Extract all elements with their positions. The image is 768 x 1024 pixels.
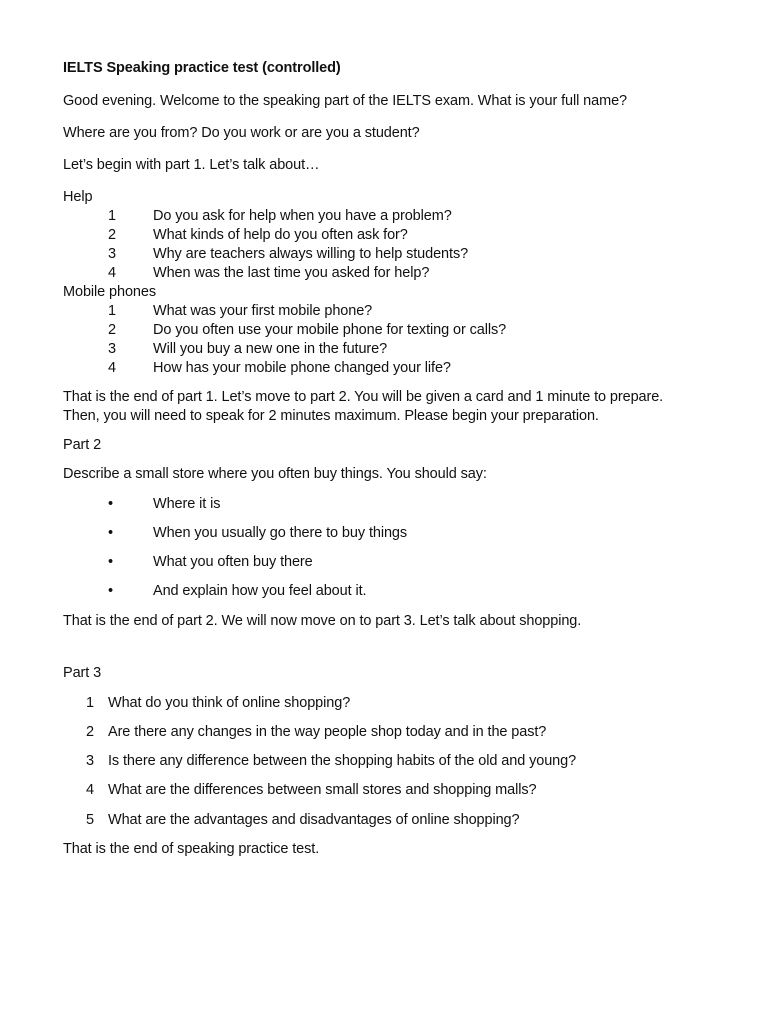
bullet-icon: • — [108, 554, 113, 570]
question-number: 3 — [86, 753, 94, 769]
cue-card-item: Where it is — [153, 496, 221, 512]
question-number: 4 — [108, 360, 116, 376]
part2-heading: Part 2 — [63, 437, 102, 453]
part3-heading: Part 3 — [63, 665, 102, 681]
question-number: 4 — [86, 782, 94, 798]
question-text: Do you ask for help when you have a problem? — [153, 208, 452, 224]
question-text: What kinds of help do you often ask for? — [153, 227, 408, 243]
question-text: What are the advantages and disadvantages of online shopping? — [108, 812, 520, 828]
intro-part1-start: Let’s begin with part 1. Let’s talk about… — [63, 157, 320, 173]
question-text: What are the differences between small stores and shopping malls? — [108, 782, 537, 798]
intro-greeting: Good evening. Welcome to the speaking part of the IELTS exam. What is your full name? — [63, 93, 628, 109]
part1-end-line2: Then, you will need to speak for 2 minutes maximum. Please begin your preparation. — [63, 408, 599, 424]
bullet-icon: • — [108, 525, 113, 541]
question-text: Is there any difference between the shopping habits of the old and young? — [108, 753, 577, 769]
question-number: 2 — [108, 227, 116, 243]
question-text: Are there any changes in the way people shop today and in the past? — [108, 724, 547, 740]
part2-prompt: Describe a small store where you often buy things. You should say: — [63, 466, 487, 482]
question-number: 2 — [86, 724, 94, 740]
topic-heading-help: Help — [63, 189, 93, 205]
test-end: That is the end of speaking practice test. — [63, 841, 320, 857]
cue-card-item: When you usually go there to buy things — [153, 525, 408, 541]
question-number: 1 — [108, 303, 116, 319]
bullet-icon: • — [108, 496, 113, 512]
question-number: 4 — [108, 265, 116, 281]
question-number: 2 — [108, 322, 116, 338]
cue-card-item: And explain how you feel about it. — [153, 583, 367, 599]
question-number: 3 — [108, 341, 116, 357]
question-number: 3 — [108, 246, 116, 262]
question-text: How has your mobile phone changed your life? — [153, 360, 451, 376]
question-text: When was the last time you asked for help? — [153, 265, 430, 281]
question-text: Do you often use your mobile phone for texting or calls? — [153, 322, 507, 338]
question-number: 5 — [86, 812, 94, 828]
question-number: 1 — [86, 695, 94, 711]
document-title: IELTS Speaking practice test (controlled) — [63, 60, 341, 76]
intro-origin-question: Where are you from? Do you work or are you a student? — [63, 125, 420, 141]
bullet-icon: • — [108, 583, 113, 599]
part2-end: That is the end of part 2. We will now move on to part 3. Let’s talk about shopping. — [63, 613, 582, 629]
topic-heading-mobile-phones: Mobile phones — [63, 284, 157, 300]
question-text: Why are teachers always willing to help students? — [153, 246, 469, 262]
part1-end-line1: That is the end of part 1. Let’s move to part 2. You will be given a card and 1 minute to prepare. — [63, 389, 664, 405]
question-text: Will you buy a new one in the future? — [153, 341, 388, 357]
question-text: What was your first mobile phone? — [153, 303, 373, 319]
question-number: 1 — [108, 208, 116, 224]
question-text: What do you think of online shopping? — [108, 695, 351, 711]
cue-card-item: What you often buy there — [153, 554, 313, 570]
